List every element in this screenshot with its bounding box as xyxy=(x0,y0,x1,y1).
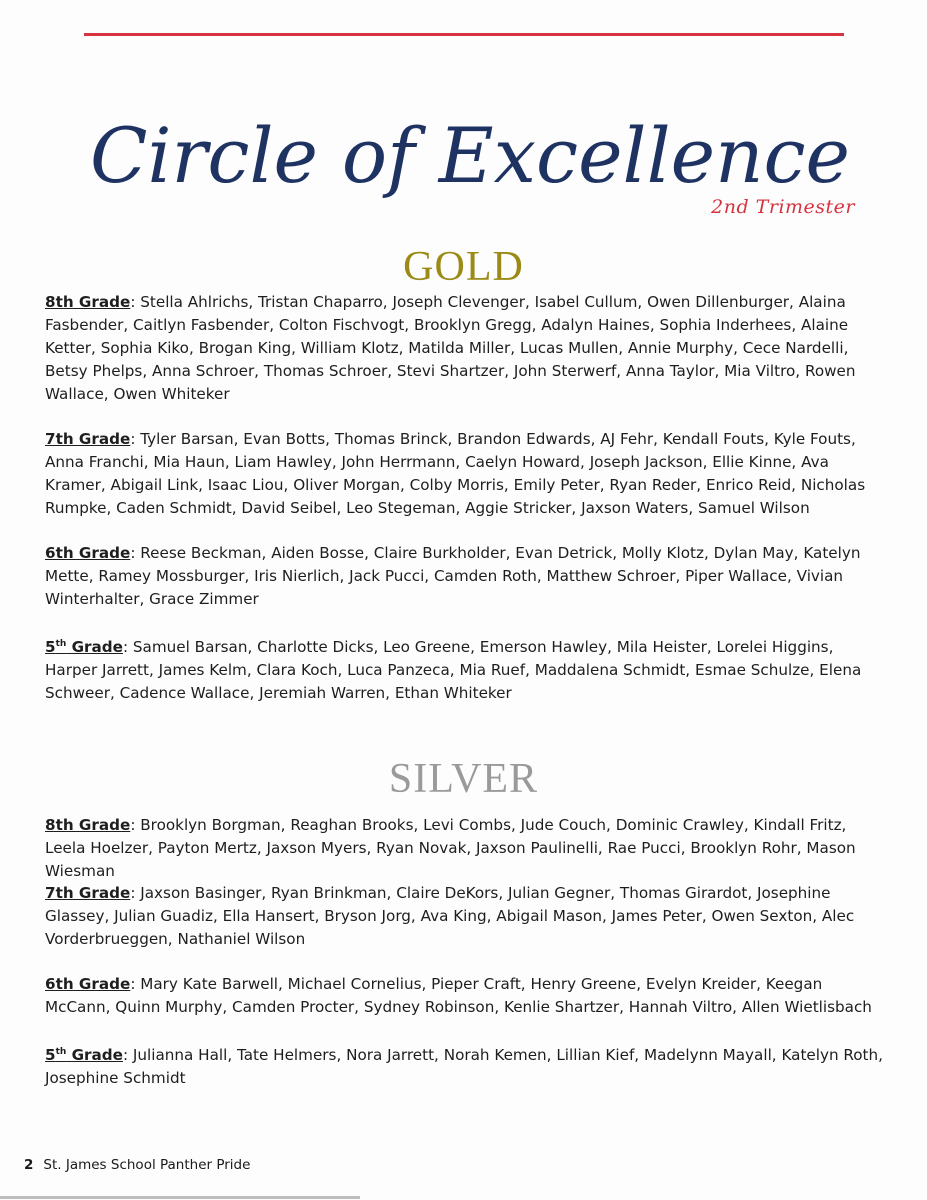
silver-6th-grade xyxy=(45,973,885,1019)
silver-heading: SILVER xyxy=(388,756,539,802)
grade-label: 7th Grade xyxy=(45,884,131,902)
gold-heading: GOLD xyxy=(403,244,524,290)
silver-8th-grade xyxy=(45,814,885,883)
trimester-subtitle: 2nd Trimester xyxy=(711,196,855,218)
gold-6th-grade xyxy=(45,542,885,611)
student-names: : Reese Beckman, Aiden Bosse, Claire Burkholder, Evan Detrick, Molly Klotz, Dylan May, Katelyn Mette, Ramey Mossburger, Iris Nierlich, Jack Pucci, Camden Roth, Matthew Schroer, Piper Wallace, Vivian Winterhalter, Grace Zimmer xyxy=(45,544,861,608)
gold-8th-grade xyxy=(45,291,885,406)
page-title-text: Circle of Excellence xyxy=(90,111,850,200)
grade-label: 5th Grade xyxy=(45,638,123,657)
silver-7th-grade xyxy=(45,882,885,951)
grade-label: 8th Grade xyxy=(45,816,131,834)
grade-label: 6th Grade xyxy=(45,544,131,562)
student-names: : Brooklyn Borgman, Reaghan Brooks, Levi Combs, Jude Couch, Dominic Crawley, Kindall Fritz, Leela Hoelzer, Payton Mertz, Jaxson Myers, Ryan Novak, Jaxson Paulinelli, Rae Pucci, Brooklyn Rohr, Mason Wiesman xyxy=(45,816,856,880)
gold-5th-grade xyxy=(45,633,885,705)
grade-label: 6th Grade xyxy=(45,975,131,993)
student-names: : Samuel Barsan, Charlotte Dicks, Leo Greene, Emerson Hawley, Mila Heister, Lorelei Higgins, Harper Jarrett, James Kelm, Clara Koch, Luca Panzeca, Mia Ruef, Maddalena Schmidt, Esmae Schulze, Elena Schweer, Cadence Wallace, Jeremiah Warren, Ethan Whiteker xyxy=(45,638,862,703)
grade-label: 5th Grade xyxy=(45,1046,123,1065)
student-names: : Stella Ahlrichs, Tristan Chaparro, Joseph Clevenger, Isabel Cullum, Owen Dillenburger, Alaina Fasbender, Caitlyn Fasbender, Colton Fischvogt, Brooklyn Gregg, Adalyn Haines, Sophia Inderhees, Alaine Ketter, Sophia Kiko, Brogan King, William Klotz, Matilda Miller, Lucas Mullen, Annie Murphy, Cece Nardelli, Betsy Phelps, Anna Schroer, Thomas Schroer, Stevi Shartzer, John Sterwerf, Anna Taylor, Mia Viltro, Rowen Wallace, Owen Whiteker xyxy=(45,293,856,403)
gold-7th-grade xyxy=(45,428,885,520)
grade-label: 7th Grade xyxy=(45,430,131,448)
top-divider xyxy=(84,33,844,36)
bottom-divider xyxy=(0,1196,360,1199)
grade-label: 8th Grade xyxy=(45,293,131,311)
silver-5th-grade xyxy=(45,1041,885,1090)
page-footer xyxy=(24,1157,250,1173)
student-names: : Julianna Hall, Tate Helmers, Nora Jarrett, Norah Kemen, Lillian Kief, Madelynn Mayall, Katelyn Roth, Josephine Schmidt xyxy=(45,1046,883,1088)
page-number: 2 xyxy=(24,1157,34,1173)
publication-name: St. James School Panther Pride xyxy=(43,1157,251,1173)
student-names: : Tyler Barsan, Evan Botts, Thomas Brinck, Brandon Edwards, AJ Fehr, Kendall Fouts, Kyle Fouts, Anna Franchi, Mia Haun, Liam Hawley, John Herrmann, Caelyn Howard, Joseph Jackson, Ellie Kinne, Ava Kramer, Abigail Link, Isaac Liou, Oliver Morgan, Colby Morris, Emily Peter, Ryan Reder, Enrico Reid, Nicholas Rumpke, Caden Schmidt, David Seibel, Leo Stegeman, Aggie Stricker, Jaxson Waters, Samuel Wilson xyxy=(45,430,866,517)
student-names: : Mary Kate Barwell, Michael Cornelius, Pieper Craft, Henry Greene, Evelyn Kreider, Keegan McCann, Quinn Murphy, Camden Procter, Sydney Robinson, Kenlie Shartzer, Hannah Viltro, Allen Wietlisbach xyxy=(45,975,872,1016)
student-names: : Jaxson Basinger, Ryan Brinkman, Claire DeKors, Julian Gegner, Thomas Girardot, Josephine Glassey, Julian Guadiz, Ella Hansert, Bryson Jorg, Ava King, Abigail Mason, James Peter, Owen Sexton, Alec Vorderbrueggen, Nathaniel Wilson xyxy=(45,884,855,948)
